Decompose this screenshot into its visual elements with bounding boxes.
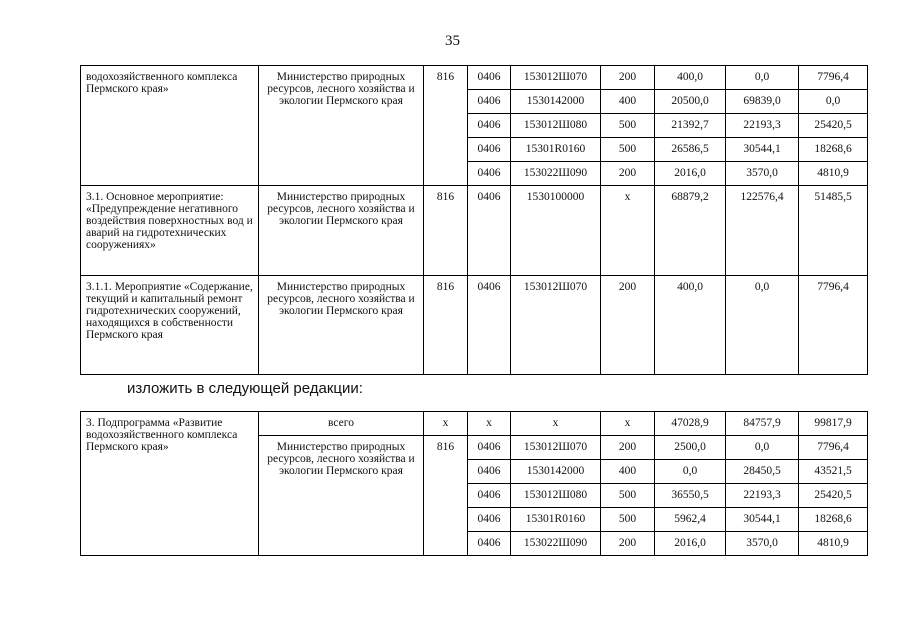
value-year1-cell: 2500,0 [655, 436, 726, 460]
section-cell: 0406 [468, 436, 511, 460]
page-number: 35 [445, 33, 460, 49]
target-article-cell: 1530142000 [511, 460, 601, 484]
table-row [81, 412, 868, 436]
target-article-cell: 153022Ш090 [511, 162, 601, 186]
amendment-caption: изложить в следующей редакции: [127, 380, 363, 397]
value-year3-cell: 18268,6 [799, 508, 868, 532]
section-cell: 0406 [468, 66, 511, 90]
program-name-cell: 3.1.1. Мероприятие «Содержание, текущий и капитальный ремонт гидротехнических сооружений, находящихся в собственности Пермского края [81, 276, 259, 375]
section-cell: x [468, 412, 511, 436]
section-cell: 0406 [468, 114, 511, 138]
target-article-cell: 153012Ш080 [511, 114, 601, 138]
value-year3-cell: 43521,5 [799, 460, 868, 484]
value-year1-cell: 68879,2 [655, 186, 726, 276]
target-article-cell: 1530142000 [511, 90, 601, 114]
value-year1-cell: 5962,4 [655, 508, 726, 532]
section-cell: 0406 [468, 484, 511, 508]
total-label-cell: всего [259, 412, 424, 436]
value-year3-cell: 51485,5 [799, 186, 868, 276]
value-year2-cell: 122576,4 [726, 186, 799, 276]
target-article-cell: 153022Ш090 [511, 532, 601, 556]
expense-type-cell: 500 [601, 114, 655, 138]
table-row [81, 66, 868, 90]
section-cell: 0406 [468, 460, 511, 484]
value-year2-cell: 0,0 [726, 276, 799, 375]
section-cell: 0406 [468, 90, 511, 114]
new-budget-table [80, 411, 868, 556]
value-year1-cell: 47028,9 [655, 412, 726, 436]
value-year1-cell: 20500,0 [655, 90, 726, 114]
expense-type-cell: x [601, 186, 655, 276]
expense-type-cell: x [601, 412, 655, 436]
program-name-cell: водохозяйственного комплекса Пермского края» [81, 66, 259, 186]
value-year1-cell: 0,0 [655, 460, 726, 484]
target-article-cell: 153012Ш080 [511, 484, 601, 508]
value-year3-cell: 4810,9 [799, 162, 868, 186]
expense-type-cell: 500 [601, 508, 655, 532]
value-year1-cell: 36550,5 [655, 484, 726, 508]
responsible-cell: Министерство природных ресурсов, лесного хозяйства и экологии Пермского края [259, 186, 424, 276]
section-cell: 0406 [468, 138, 511, 162]
expense-type-cell: 400 [601, 90, 655, 114]
ministry-code-cell: 816 [424, 276, 468, 375]
value-year1-cell: 21392,7 [655, 114, 726, 138]
value-year2-cell: 69839,0 [726, 90, 799, 114]
target-article-cell: 153012Ш070 [511, 436, 601, 460]
expense-type-cell: 500 [601, 138, 655, 162]
value-year3-cell: 18268,6 [799, 138, 868, 162]
target-article-cell: x [511, 412, 601, 436]
value-year2-cell: 22193,3 [726, 484, 799, 508]
target-article-cell: 1530100000 [511, 186, 601, 276]
ministry-code-cell: 816 [424, 436, 468, 556]
target-article-cell: 153012Ш070 [511, 276, 601, 375]
section-cell: 0406 [468, 532, 511, 556]
value-year2-cell: 22193,3 [726, 114, 799, 138]
value-year2-cell: 30544,1 [726, 508, 799, 532]
value-year2-cell: 3570,0 [726, 532, 799, 556]
value-year1-cell: 2016,0 [655, 162, 726, 186]
expense-type-cell: 400 [601, 460, 655, 484]
program-name-cell: 3.1. Основное мероприятие: «Предупреждение негативного воздействия поверхностных вод и аварий на гидротехнических сооружениях» [81, 186, 259, 276]
value-year2-cell: 84757,9 [726, 412, 799, 436]
value-year3-cell: 7796,4 [799, 66, 868, 90]
target-article-cell: 15301R0160 [511, 138, 601, 162]
expense-type-cell: 500 [601, 484, 655, 508]
value-year3-cell: 25420,5 [799, 484, 868, 508]
target-article-cell: 153012Ш070 [511, 66, 601, 90]
old-budget-table [80, 65, 868, 375]
value-year1-cell: 400,0 [655, 276, 726, 375]
ministry-code-cell: 816 [424, 66, 468, 186]
value-year3-cell: 25420,5 [799, 114, 868, 138]
value-year2-cell: 30544,1 [726, 138, 799, 162]
expense-type-cell: 200 [601, 532, 655, 556]
value-year1-cell: 400,0 [655, 66, 726, 90]
ministry-code-cell: x [424, 412, 468, 436]
section-cell: 0406 [468, 276, 511, 375]
expense-type-cell: 200 [601, 276, 655, 375]
value-year2-cell: 0,0 [726, 436, 799, 460]
value-year2-cell: 3570,0 [726, 162, 799, 186]
expense-type-cell: 200 [601, 436, 655, 460]
expense-type-cell: 200 [601, 66, 655, 90]
expense-type-cell: 200 [601, 162, 655, 186]
ministry-code-cell: 816 [424, 186, 468, 276]
value-year1-cell: 26586,5 [655, 138, 726, 162]
value-year1-cell: 2016,0 [655, 532, 726, 556]
value-year3-cell: 7796,4 [799, 436, 868, 460]
table-row [81, 186, 868, 276]
responsible-cell: Министерство природных ресурсов, лесного хозяйства и экологии Пермского края [259, 66, 424, 186]
target-article-cell: 15301R0160 [511, 508, 601, 532]
responsible-cell: Министерство природных ресурсов, лесного хозяйства и экологии Пермского края [259, 276, 424, 375]
value-year3-cell: 99817,9 [799, 412, 868, 436]
value-year3-cell: 4810,9 [799, 532, 868, 556]
section-cell: 0406 [468, 508, 511, 532]
section-cell: 0406 [468, 186, 511, 276]
value-year2-cell: 28450,5 [726, 460, 799, 484]
value-year2-cell: 0,0 [726, 66, 799, 90]
table-row [81, 276, 868, 375]
section-cell: 0406 [468, 162, 511, 186]
program-name-cell: 3. Подпрограмма «Развитие водохозяйственного комплекса Пермского края» [81, 412, 259, 556]
value-year3-cell: 7796,4 [799, 276, 868, 375]
responsible-cell: Министерство природных ресурсов, лесного хозяйства и экологии Пермского края [259, 436, 424, 556]
value-year3-cell: 0,0 [799, 90, 868, 114]
